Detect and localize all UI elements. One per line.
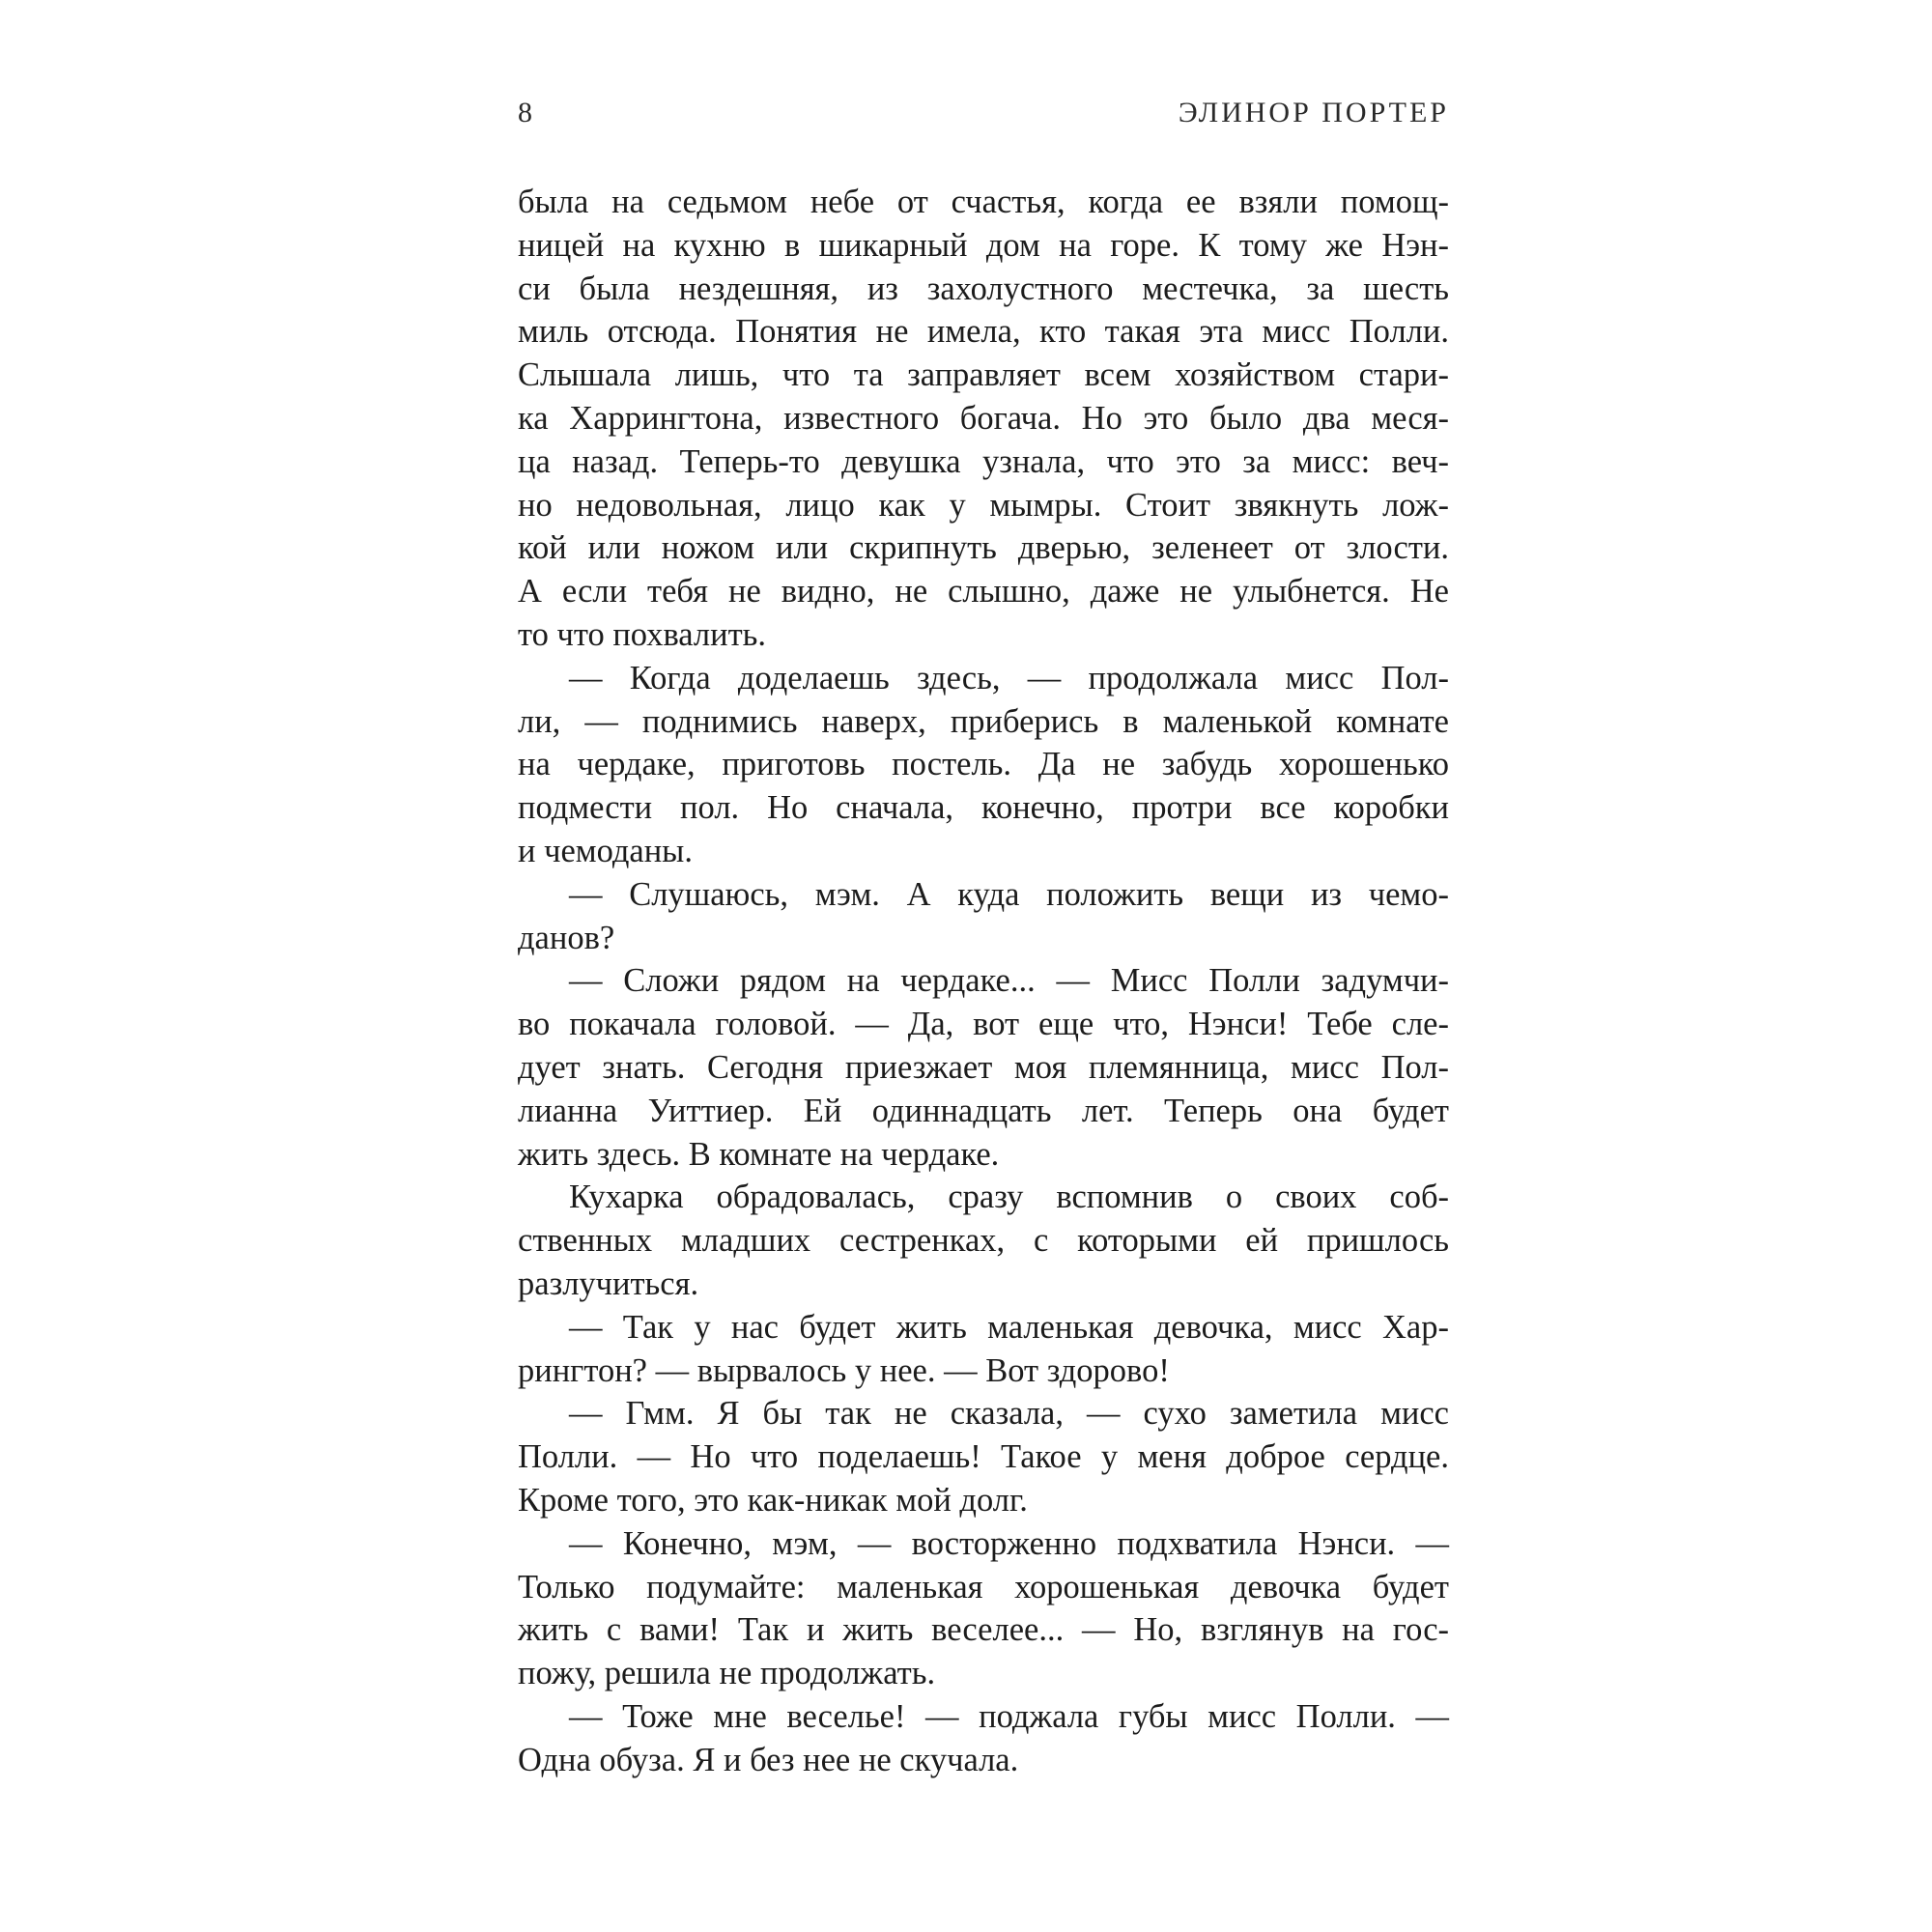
text-line: — Сложи рядом на чердаке... — Мисс Полли задумчи-: [569, 962, 1449, 1000]
text-line: ницей на кухню в шикарный дом на горе. К тому же Нэн-: [518, 226, 1449, 264]
text-line: си была нездешняя, из захолустного местечка, за шесть: [518, 270, 1449, 307]
text-line: была на седьмом небе от счастья, когда ее взяли помощ-: [518, 184, 1449, 220]
text-line: жить здесь. В комнате на чердаке.: [518, 1135, 1000, 1173]
text-line: Кроме того, это как-никак мой долг.: [518, 1481, 1028, 1519]
text-line: разлучиться.: [518, 1264, 699, 1302]
running-head-author: ЭЛИНОР ПОРТЕР: [1178, 97, 1449, 128]
text-line: ли, — поднимись наверх, приберись в маленькой комнате: [518, 702, 1449, 740]
text-line: ственных младших сестренках, с которыми ей пришлось: [518, 1222, 1449, 1260]
text-line: во покачала головой. — Да, вот еще что, Нэнси! Тебе сле-: [518, 1006, 1449, 1043]
text-line: Кухарка обрадовалась, сразу вспомнив о своих соб-: [569, 1179, 1449, 1216]
text-line: жить с вами! Так и жить веселее... — Но, взглянув на гос-: [518, 1611, 1449, 1649]
book-page: [518, 89, 1449, 1781]
text-line: пожу, решила не продолжать.: [518, 1655, 936, 1692]
body-text: [518, 181, 1449, 1781]
text-line: Полли. — Но что поделаешь! Такое у меня доброе сердце.: [518, 1438, 1449, 1476]
text-line: на чердаке, приготовь постель. Да не забудь хорошенько: [518, 746, 1449, 783]
text-line: лианна Уиттиер. Ей одиннадцать лет. Теперь она будет: [518, 1092, 1449, 1129]
text-line: ка Харрингтона, известного богача. Но это было два меся-: [518, 399, 1449, 437]
text-line: Слышала лишь, что та заправляет всем хозяйством стари-: [518, 356, 1449, 394]
text-line: ца назад. Теперь-то девушка узнала, что это за мисс: веч-: [518, 442, 1449, 480]
text-line: — Тоже мне веселье! — поджала губы мисс Полли. —: [569, 1697, 1449, 1735]
text-line: то что похвалить.: [518, 615, 767, 653]
text-line: дует знать. Сегодня приезжает моя племянница, мисс Пол-: [518, 1048, 1449, 1086]
text-line: рингтон? — вырвалось у нее. — Вот здорово!: [518, 1351, 1170, 1389]
page-number: 8: [518, 97, 534, 128]
text-line: кой или ножом или скрипнуть дверью, зеленеет от злости.: [518, 529, 1449, 567]
text-line: — Когда доделаешь здесь, — продолжала мисс Пол-: [569, 659, 1449, 696]
running-header: [518, 89, 1449, 137]
text-line: — Слушаюсь, мэм. А куда положить вещи из чемо-: [569, 875, 1449, 913]
text-line: А если тебя не видно, не слышно, даже не улыбнется. Не: [518, 573, 1449, 611]
text-line: Только подумайте: маленькая хорошенькая девочка будет: [518, 1568, 1449, 1605]
text-line: миль отсюда. Понятия не имела, кто такая эта мисс Полли.: [518, 313, 1449, 351]
text-line: подмести пол. Но сначала, конечно, протри все коробки: [518, 789, 1449, 827]
text-line: и чемоданы.: [518, 832, 693, 869]
text-line: — Так у нас будет жить маленькая девочка, мисс Хар-: [569, 1308, 1449, 1346]
text-line: — Гмм. Я бы так не сказала, — сухо заметила мисс: [569, 1395, 1449, 1433]
text-line: данов?: [518, 919, 615, 956]
text-line: Одна обуза. Я и без нее не скучала.: [518, 1741, 1019, 1778]
text-line: — Конечно, мэм, — восторженно подхватила Нэнси. —: [569, 1524, 1449, 1562]
text-line: но недовольная, лицо как у мымры. Стоит звякнуть лож-: [518, 486, 1449, 524]
